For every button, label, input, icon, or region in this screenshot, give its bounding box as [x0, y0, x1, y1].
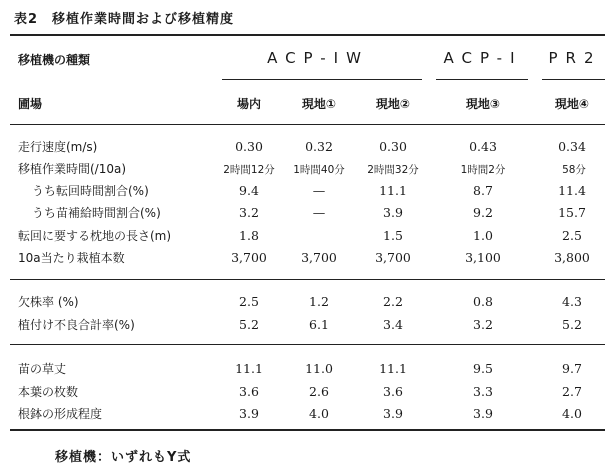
row-value: 3,700 — [231, 250, 267, 265]
row-value: 6.1 — [309, 317, 329, 332]
machine-pr2: PR2 — [548, 49, 602, 67]
row-value: 3.9 — [383, 406, 403, 421]
row-value: 0.34 — [558, 139, 586, 154]
row-label: 本葉の枚数 — [18, 385, 79, 399]
group-rule-2 — [10, 344, 605, 345]
bottom-rule — [10, 429, 605, 431]
row-value: 3.3 — [473, 384, 493, 399]
row-value: 11.1 — [379, 361, 407, 376]
field-label: 圃場 — [18, 97, 43, 111]
row-value: 4.0 — [562, 406, 582, 421]
row-value: 0.30 — [379, 139, 407, 154]
row-value: 9.4 — [239, 183, 259, 198]
row-value: 1.5 — [383, 228, 403, 243]
machine-acp-iw: ACP-IW — [267, 49, 369, 67]
row-label: 欠株率 (%) — [18, 295, 79, 309]
row-value: 2時間12分 — [223, 164, 275, 176]
row-value: 5.2 — [562, 317, 582, 332]
row-value: 3.4 — [383, 317, 403, 332]
row-value: 3.9 — [239, 406, 259, 421]
row-value: — — [312, 183, 326, 198]
field-0: 場内 — [236, 97, 262, 111]
row-label: 10a当たり栽植本数 — [18, 251, 125, 265]
row-value: 11.0 — [305, 361, 333, 376]
row-value: 58分 — [562, 164, 586, 176]
row-value: 2.2 — [383, 294, 403, 309]
row-value: 11.1 — [235, 361, 263, 376]
top-rule — [10, 34, 605, 36]
row-value: — — [312, 205, 326, 220]
row-value: 9.2 — [473, 205, 493, 220]
row-value: 0.8 — [473, 294, 493, 309]
row-value: 1.0 — [473, 228, 493, 243]
footnote: 移植機：いずれもY式 — [55, 450, 192, 465]
row-value: 1時間2分 — [460, 164, 506, 176]
row-value: 0.30 — [235, 139, 263, 154]
machine-underline-acp-i — [436, 79, 528, 80]
row-value: 1.8 — [239, 228, 259, 243]
machine-underline-pr2 — [542, 79, 605, 80]
row-value: 2.6 — [309, 384, 329, 399]
row-value: 3,700 — [375, 250, 411, 265]
row-value: 3.9 — [473, 406, 493, 421]
row-value: 1.2 — [309, 294, 329, 309]
field-1: 現地① — [301, 97, 337, 111]
row-label: 転回に要する枕地の長さ(m) — [18, 229, 172, 243]
field-2: 現地② — [375, 97, 411, 111]
row-value: 4.3 — [562, 294, 582, 309]
row-label: 苗の草丈 — [18, 362, 67, 376]
row-value: 3,100 — [465, 250, 501, 265]
row-value: 3.6 — [383, 384, 403, 399]
row-value: 15.7 — [558, 205, 586, 220]
machine-acp-i: ACP-I — [443, 49, 523, 67]
table-title: 表2 移植作業時間および移植精度 — [14, 12, 235, 27]
row-value: 3,700 — [301, 250, 337, 265]
row-value: 9.7 — [562, 361, 582, 376]
row-value: 8.7 — [473, 183, 493, 198]
row-label: うち苗補給時間割合(%) — [32, 206, 161, 220]
row-label: 根鉢の形成程度 — [18, 407, 103, 421]
row-value: 1時間40分 — [293, 164, 345, 176]
header-rule — [10, 124, 605, 125]
row-value: 0.43 — [469, 139, 497, 154]
row-value: 3.6 — [239, 384, 259, 399]
row-label: 植付け不良合計率(%) — [18, 318, 135, 332]
row-value: 2.5 — [562, 228, 582, 243]
row-value: 4.0 — [309, 406, 329, 421]
row-label: 走行速度(m/s) — [18, 140, 98, 154]
row-value: 0.32 — [305, 139, 333, 154]
row-value: 11.1 — [379, 183, 407, 198]
field-4: 現地④ — [554, 97, 590, 111]
row-value: 3.2 — [239, 205, 259, 220]
row-value: 3.9 — [383, 205, 403, 220]
row-value: 5.2 — [239, 317, 259, 332]
row-value: 3.2 — [473, 317, 493, 332]
row-value: 2.5 — [239, 294, 259, 309]
row-label: 移植作業時間(/10a) — [18, 162, 127, 176]
machine-underline-acp-iw — [222, 79, 422, 80]
machine-type-label: 移植機の種類 — [18, 53, 91, 67]
row-label: うち転回時間割合(%) — [32, 184, 149, 198]
row-value: 3,800 — [554, 250, 590, 265]
row-value: 9.5 — [473, 361, 493, 376]
field-3: 現地③ — [465, 97, 501, 111]
row-value: 2.7 — [562, 384, 582, 399]
row-value: 2時間32分 — [367, 164, 419, 176]
group-rule-1 — [10, 279, 605, 280]
row-value: 11.4 — [558, 183, 586, 198]
